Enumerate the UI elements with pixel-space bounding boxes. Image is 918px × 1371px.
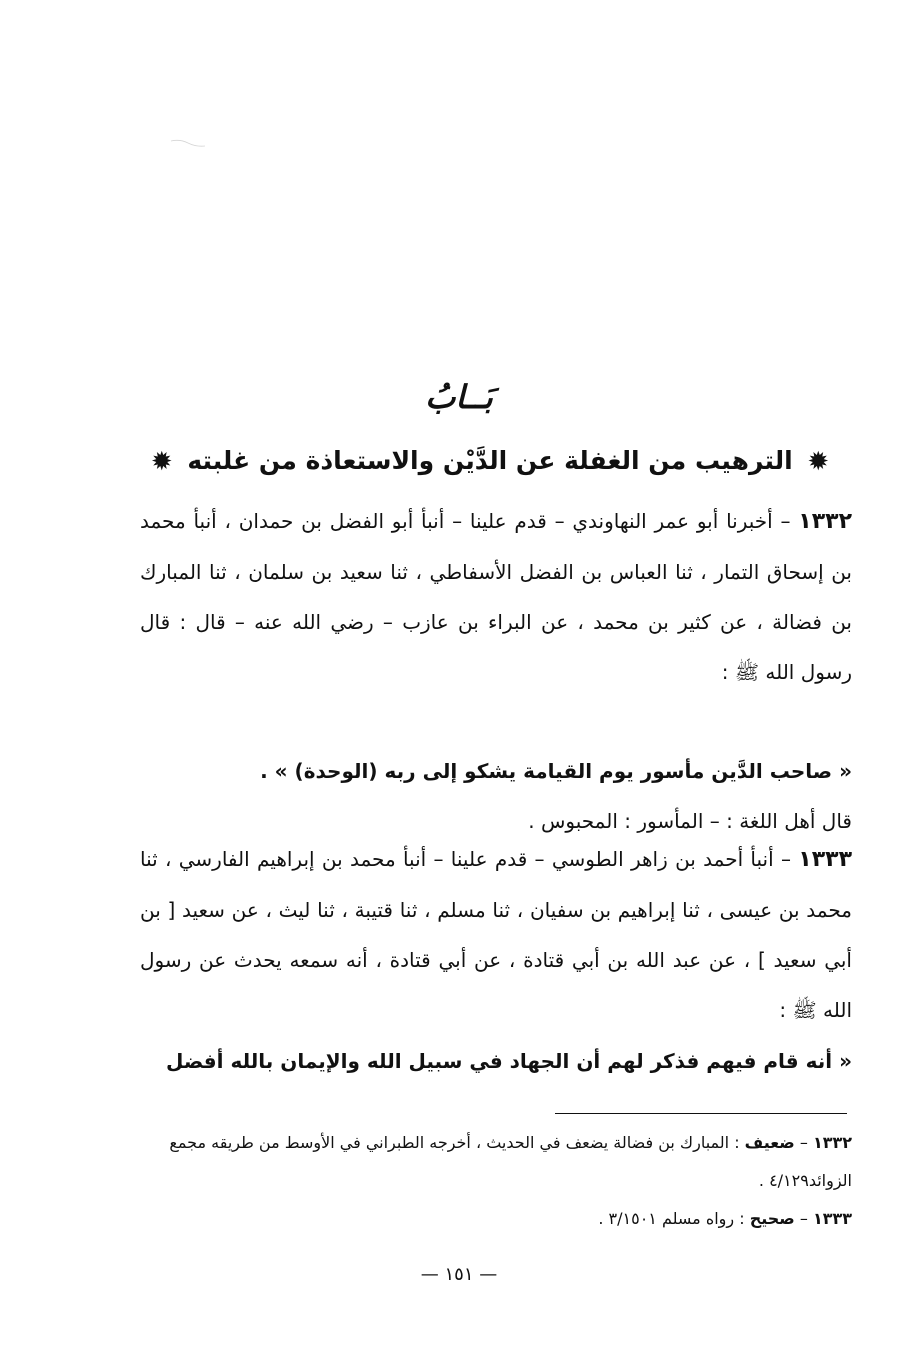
eight-point-star-icon: ✹ — [150, 447, 173, 477]
scan-artifact-mark — [170, 138, 206, 148]
hadith-1333-matn: « أنه قام فيهم فذكر لهم أن الجهاد في سبيل الله والإيمان بالله أفضل — [166, 1049, 852, 1073]
hadith-1332-matn: « صاحب الدَّين مأسور يوم القيامة يشكو إلى ربه (الوحدة) » . — [260, 759, 852, 783]
lexical-note: قال أهل اللغة : – المأسور : المحبوس . — [528, 809, 852, 833]
chapter-heading: بَــابُ — [425, 378, 493, 416]
hadith-isnad: – أخبرنا أبو عمر النهاوندي – قدم علينا – أنبأ أبو الفضل بن حمدان ، أنبأ محمد بن إسحاق التمار ، ثنا العباس بن الفضل الأسفاطي ، ثنا سعيد بن سلمان ، ثنا المبارك بن فضالة ، عن كثير بن محمد ، عن البراء بن عازب – رضي الله عنه – قال : قال رسول الله ﷺ : — [140, 509, 852, 684]
footnote-text: : رواه مسلم ٣/١٥٠١ . — [598, 1209, 750, 1228]
page-number: — ١٥١ — — [420, 1264, 498, 1285]
footnote-grade: صحيح — [749, 1209, 795, 1228]
footnote-text: : المبارك بن فضالة يضعف في الحديث ، أخرجه الطبراني في الأوسط من طريقه مجمع الزوائد٤/١٢٩ . — [169, 1133, 852, 1190]
footnote-1332: ١٣٣٢ – ضعيف : المبارك بن فضالة يضعف في الحديث ، أخرجه الطبراني في الأوسط من طريقه مجمع الزوائد٤/١٢٩ . — [169, 1133, 852, 1190]
footnote-separator — [555, 1113, 847, 1114]
footnote-1333: ١٣٣٣ – صحيح : رواه مسلم ٣/١٥٠١ . — [598, 1209, 852, 1228]
eight-point-star-icon: ✹ — [807, 447, 830, 477]
footnote-grade: ضعيف — [744, 1133, 795, 1152]
chapter-title — [130, 436, 850, 487]
chapter-title-text: الترهيب من الغفلة عن الدَّيْن والاستعاذة من غلبته — [187, 446, 793, 475]
footnote-number: ١٣٣٢ — [812, 1133, 852, 1152]
hadith-number: ١٣٣٣ — [798, 847, 852, 872]
hadith-1333-paragraph — [140, 834, 852, 1035]
footnotes — [100, 1124, 852, 1238]
hadith-number: ١٣٣٢ — [798, 509, 852, 534]
hadith-1332-paragraph — [140, 496, 852, 697]
hadith-isnad: – أنبأ أحمد بن زاهر الطوسي – قدم علينا – أنبأ محمد بن إبراهيم الفارسي ، ثنا محمد بن عيسى ، ثنا إبراهيم بن سفيان ، ثنا مسلم ، ثنا قتيبة ، ثنا ليث ، عن سعيد [ بن أبي سعيد ] ، عن عبد الله بن أبي قتادة ، عن أبي قتادة ، أنه سمعه يحدث عن رسول الله ﷺ : — [140, 847, 852, 1022]
footnote-number: ١٣٣٣ — [812, 1209, 852, 1228]
